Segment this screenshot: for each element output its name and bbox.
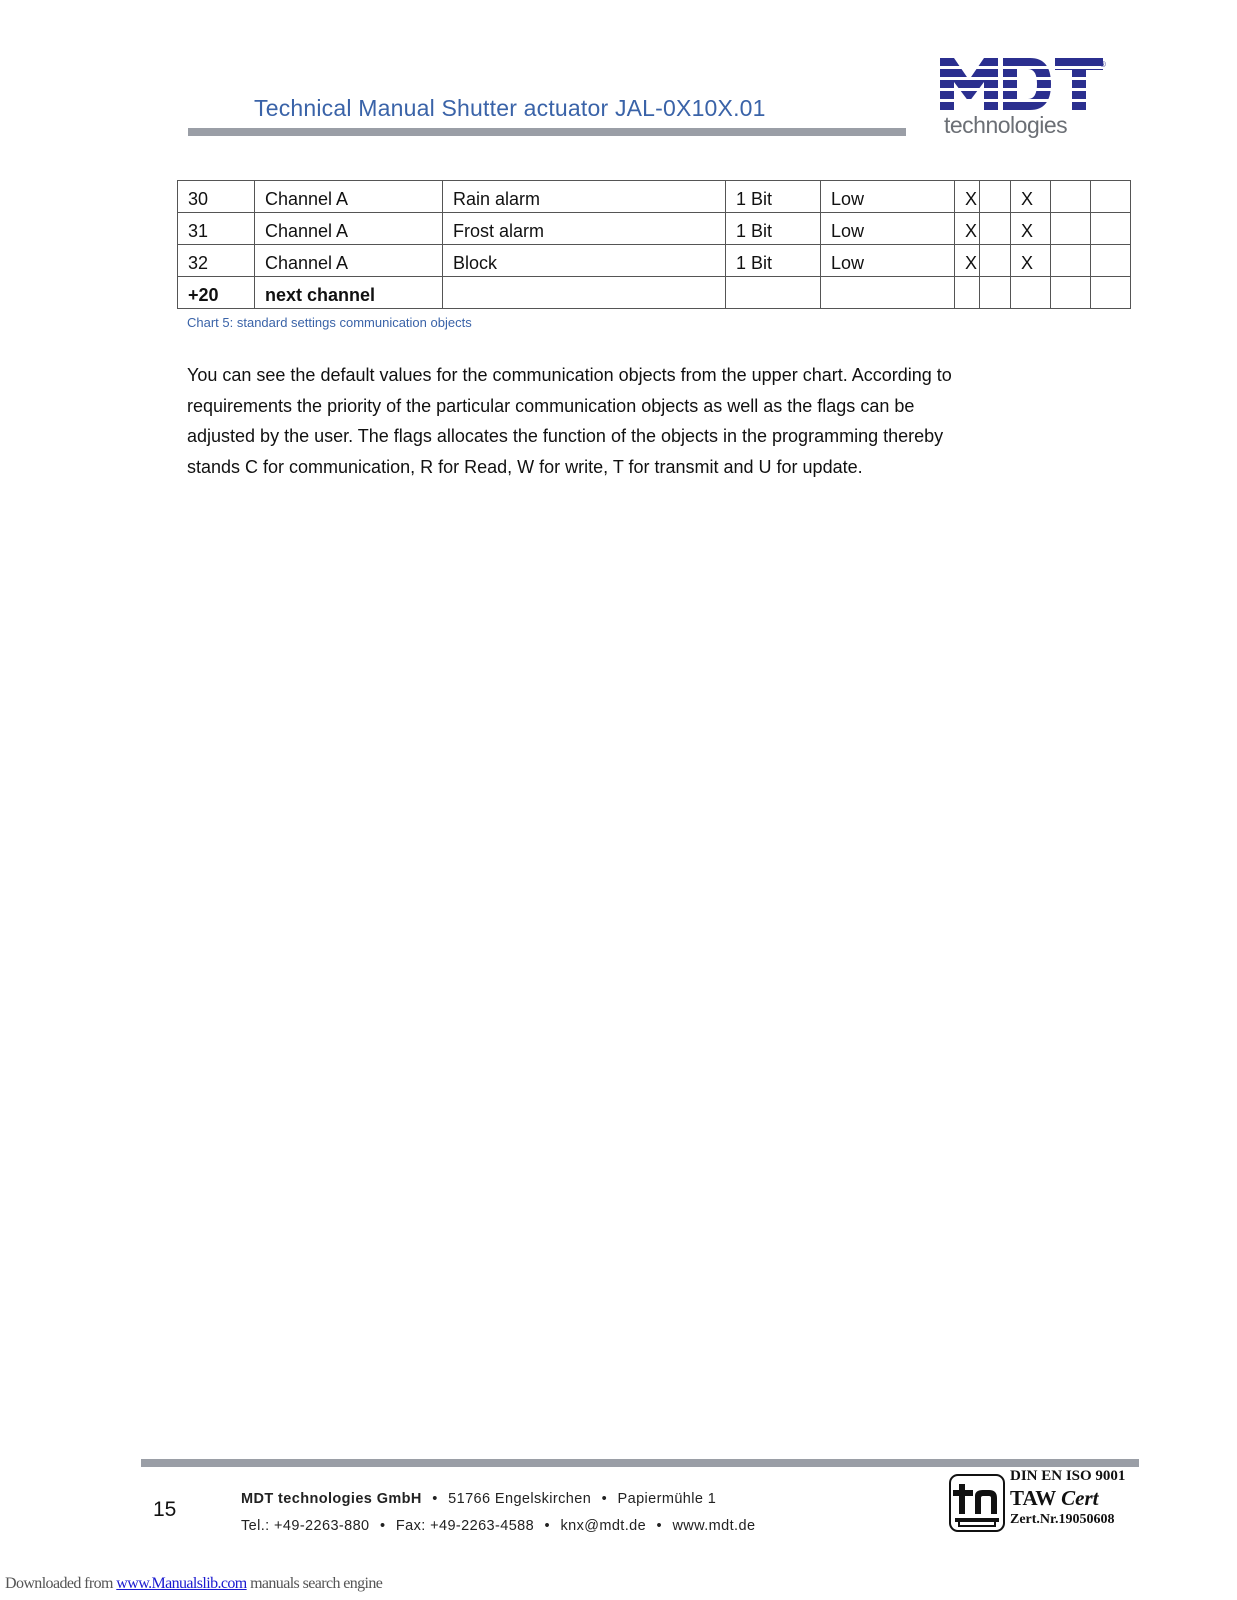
body-paragraph <box>187 360 1027 482</box>
cell-flag-u <box>1091 213 1131 245</box>
cert-body <box>1010 1486 1099 1511</box>
cell-object-number: +20 <box>178 277 255 309</box>
download-notice <box>5 1575 382 1593</box>
manualslib-link[interactable]: www.Manualslib.com <box>116 1575 247 1592</box>
communication-objects-table <box>177 180 1131 309</box>
cell-flag-t <box>1051 213 1091 245</box>
address-street: Papiermühle 1 <box>617 1491 717 1507</box>
bullet: • <box>379 1518 386 1534</box>
logo-wordmark: technologies <box>944 112 1068 138</box>
cell-channel: next channel <box>255 277 443 309</box>
cell-flag-t <box>1051 245 1091 277</box>
cell-flag-r <box>980 181 1011 213</box>
cell-priority: Low <box>821 213 955 245</box>
footer-rule <box>141 1459 1139 1467</box>
company-name: MDT technologies GmbH <box>241 1491 422 1507</box>
header-rule <box>188 128 906 136</box>
cell-flag-c: X <box>955 213 980 245</box>
cell-length: 1 Bit <box>726 181 821 213</box>
cell-priority: Low <box>821 181 955 213</box>
email: knx@mdt.de <box>560 1518 647 1534</box>
cell-priority: Low <box>821 245 955 277</box>
body-line: requirements the priority of the particular communication objects as well as the flags can be <box>187 395 915 416</box>
mdt-logo <box>940 58 1110 142</box>
table-row <box>178 277 1131 309</box>
cell-flag-u <box>1091 277 1131 309</box>
body-line: adjusted by the user. The flags allocates the function of the objects in the programming thereby <box>187 426 944 446</box>
cell-flag-c: X <box>955 245 980 277</box>
cell-function: Block <box>443 245 726 277</box>
taw-cert-logo-icon <box>949 1474 1005 1532</box>
document-title: Technical Manual Shutter actuator JAL-0X10X.01 <box>254 95 766 121</box>
address-city: 51766 Engelskirchen <box>448 1491 592 1507</box>
bullet: • <box>432 1491 438 1507</box>
cell-flag-r <box>980 245 1011 277</box>
phone: Tel.: +49-2263-880 <box>241 1518 370 1534</box>
download-suffix: manuals search engine <box>250 1575 383 1592</box>
website: www.mdt.de <box>672 1518 756 1534</box>
table-row <box>178 213 1131 245</box>
cell-flag-r <box>980 213 1011 245</box>
cell-channel: Channel A <box>255 213 443 245</box>
download-prefix: Downloaded from <box>5 1575 113 1592</box>
cell-channel: Channel A <box>255 245 443 277</box>
cell-flag-u <box>1091 245 1131 277</box>
cell-length <box>726 277 821 309</box>
bullet: • <box>656 1518 662 1534</box>
body-line: stands C for communication, R for Read, W for write, T for transmit and U for update. <box>187 456 863 477</box>
footer-address <box>241 1491 716 1507</box>
fax: Fax: +49-2263-4588 <box>395 1518 535 1534</box>
cell-flag-c: X <box>955 181 980 213</box>
cell-function: Frost alarm <box>443 213 726 245</box>
iso-certificate <box>949 1468 1139 1532</box>
bullet: • <box>544 1518 551 1534</box>
cell-function <box>443 277 726 309</box>
mdt-logo-icon <box>940 58 1103 113</box>
cell-length: 1 Bit <box>726 245 821 277</box>
cell-flag-t <box>1051 181 1091 213</box>
cell-flag-w <box>1011 277 1051 309</box>
bullet: • <box>601 1491 608 1507</box>
cert-number: Zert.Nr.19050608 <box>1010 1512 1115 1527</box>
cell-object-number: 30 <box>178 181 255 213</box>
cert-body-cert: Cert <box>1061 1486 1099 1510</box>
cert-body-taw: TAW <box>1010 1486 1056 1510</box>
cert-standard: DIN EN ISO 9001 <box>1010 1468 1126 1484</box>
table-caption: Chart 5: standard settings communication objects <box>187 315 472 330</box>
cell-flag-r <box>980 277 1011 309</box>
table-row <box>178 181 1131 213</box>
registered-mark: ® <box>1100 60 1106 69</box>
cell-object-number: 32 <box>178 245 255 277</box>
footer-contact <box>241 1518 755 1534</box>
page-number: 15 <box>153 1498 177 1521</box>
cell-priority <box>821 277 955 309</box>
cell-flag-t <box>1051 277 1091 309</box>
cell-object-number: 31 <box>178 213 255 245</box>
cell-flag-c <box>955 277 980 309</box>
cell-channel: Channel A <box>255 181 443 213</box>
cell-flag-w: X <box>1011 181 1051 213</box>
cell-length: 1 Bit <box>726 213 821 245</box>
body-line: You can see the default values for the communication objects from the upper chart. According to <box>187 365 952 385</box>
cell-function: Rain alarm <box>443 181 726 213</box>
cell-flag-w: X <box>1011 213 1051 245</box>
cell-flag-u <box>1091 181 1131 213</box>
cell-flag-w: X <box>1011 245 1051 277</box>
table-row <box>178 245 1131 277</box>
